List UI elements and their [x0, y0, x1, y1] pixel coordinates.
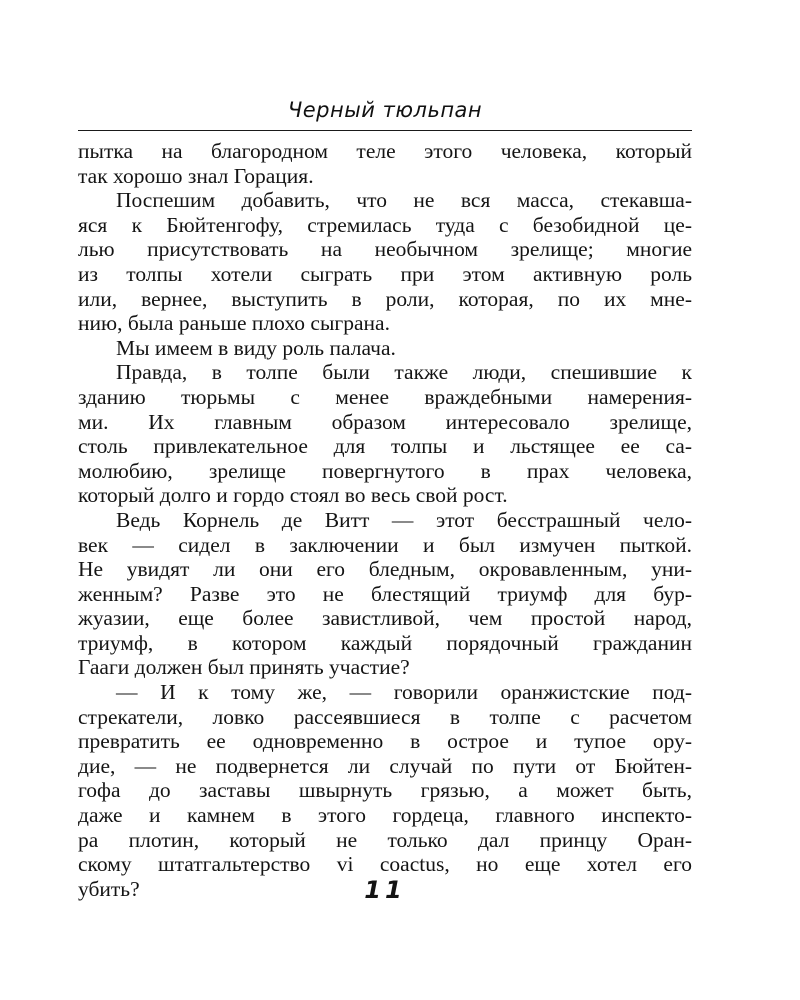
text-line: который долго и гордо стоял во весь свой рост.: [78, 483, 508, 508]
text-line: превратить ее одновременно в острое и тупое ору-: [78, 729, 692, 754]
text-line: Правда, в толпе были также люди, спешившие к: [116, 360, 692, 385]
running-head: Черный тюльпан: [287, 98, 483, 122]
text-line: дие, — не подвернется ли случай по пути от Бюйтен-: [78, 753, 692, 778]
text-line: или, вернее, выступить в роли, которая, по их мне-: [78, 286, 692, 311]
text-line: — И к тому же, — говорили оранжистские под-: [116, 680, 692, 705]
text-line: ра плотин, который не только дал принцу Оран-: [78, 827, 692, 852]
page-number: 11: [364, 876, 406, 904]
text-line: даже и камнем в этого гордеца, главного инспекто-: [78, 803, 692, 828]
text-line: Поспешим добавить, что не вся масса, стекавша-: [116, 188, 692, 213]
text-line: яся к Бюйтенгофу, стремилась туда с безобидной це-: [78, 212, 692, 237]
text-line: нию, была раньше плохо сыграна.: [78, 311, 390, 336]
text-line: пытка на благородном теле этого человека, который: [78, 139, 692, 163]
text-line: скому штатгальтерство vi coactus, но еще хотел его: [78, 852, 692, 877]
text-line: лью присутствовать на необычном зрелище; многие: [78, 237, 692, 262]
text-line: жуазии, еще более завистливой, чем простой народ,: [78, 606, 692, 631]
text-line: зданию тюрьмы с менее враждебными намерения-: [78, 384, 692, 409]
text-line: Гааги должен был принять участие?: [78, 655, 410, 680]
body-text: [78, 139, 692, 901]
text-line: Ведь Корнель де Витт — этот бесстрашный чело-: [116, 507, 692, 532]
text-line: так хорошо знал Горация.: [78, 163, 314, 188]
text-line: гофа до заставы швырнуть грязью, а может быть,: [78, 778, 692, 803]
text-line: женным? Разве это не блестящий триумф для бур-: [78, 581, 692, 606]
text-line: Мы имеем в виду роль палача.: [116, 335, 396, 360]
text-line: стрекатели, ловко рассеявшиеся в толпе с расчетом: [78, 704, 692, 729]
text-line: из толпы хотели сыграть при этом активную роль: [78, 261, 692, 286]
text-line: триумф, в котором каждый порядочный гражданин: [78, 630, 692, 655]
text-line: ми. Их главным образом интересовало зрелище,: [78, 409, 692, 434]
header-rule: [78, 130, 692, 131]
text-line: столь привлекательное для толпы и льстящее ее са-: [78, 434, 692, 459]
text-line: Не увидят ли они его бледным, окровавленным, уни-: [78, 557, 692, 582]
text-line: век — сидел в заключении и был измучен пыткой.: [78, 532, 692, 557]
text-line: молюбию, зрелище повергнутого в прах человека,: [78, 458, 692, 483]
text-line: убить?: [78, 876, 140, 901]
